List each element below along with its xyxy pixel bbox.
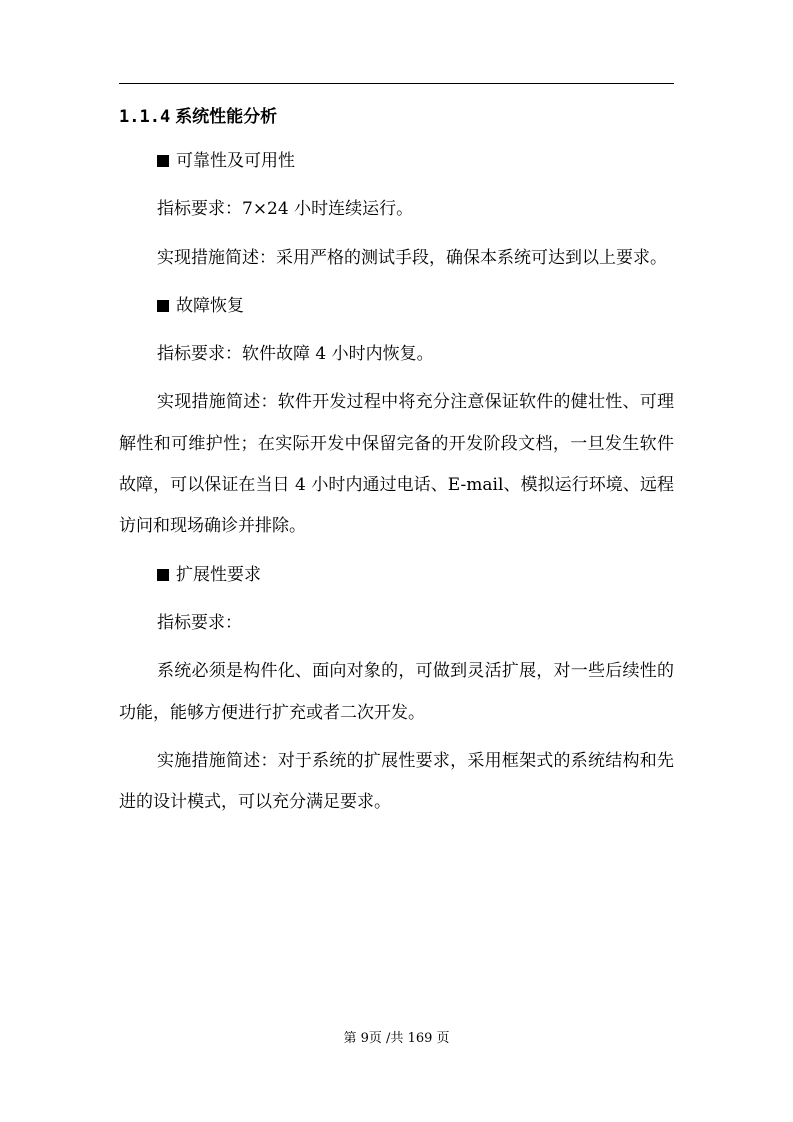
section-heading xyxy=(119,100,674,134)
bullet-label: 可靠性及可用性 xyxy=(176,151,295,171)
paragraph-recovery-measures: 实现措施简述：软件开发过程中将充分注意保证软件的健壮性、可理解性和可维护性；在实际开发中保留完备的开发阶段文档，一旦发生软件故障，可以保证在当日 4 小时内通过电话、E-mail、模拟运行环境、远程访问和现场确诊并排除。 xyxy=(119,392,674,537)
black-square-icon xyxy=(157,300,169,312)
bullet-reliability xyxy=(119,134,674,182)
footer-total-pages: 169 xyxy=(407,1031,433,1046)
black-square-icon xyxy=(157,569,169,581)
footer-prefix: 第 xyxy=(343,1031,357,1046)
header-rule xyxy=(119,83,674,84)
bullet-label: 故障恢复 xyxy=(176,295,244,316)
paragraph-extensibility-requirement: 指标要求： xyxy=(157,612,242,633)
document-body xyxy=(119,100,674,823)
section-number: 1.1.4 xyxy=(119,107,171,127)
paragraph-reliability-measures: 实现措施简述：采用严格的测试手段，确保本系统可达到以上要求。 xyxy=(157,247,667,268)
page-footer xyxy=(0,1030,793,1048)
paragraph-extensibility-measures: 实施措施简述：对于系统的扩展性要求，采用框架式的系统结构和先进的设计模式，可以充分满足要求。 xyxy=(119,750,674,813)
bullet-fault-recovery xyxy=(119,279,674,327)
footer-current-page: 9页 xyxy=(360,1031,382,1046)
footer-separator: /共 xyxy=(386,1031,404,1046)
bullet-extensibility xyxy=(119,548,674,596)
paragraph-extensibility-detail: 系统必须是构件化、面向对象的，可做到灵活扩展，对一些后续性的功能，能够方便进行扩充或者二次开发。 xyxy=(119,661,674,723)
section-title: 系统性能分析 xyxy=(175,107,278,127)
black-square-icon xyxy=(157,155,169,167)
paragraph-reliability-requirement: 指标要求：7×24 小时连续运行。 xyxy=(157,199,414,220)
paragraph-recovery-requirement: 指标要求：软件故障 4 小时内恢复。 xyxy=(157,344,434,365)
bullet-label: 扩展性要求 xyxy=(176,564,261,585)
footer-suffix: 页 xyxy=(436,1031,450,1046)
